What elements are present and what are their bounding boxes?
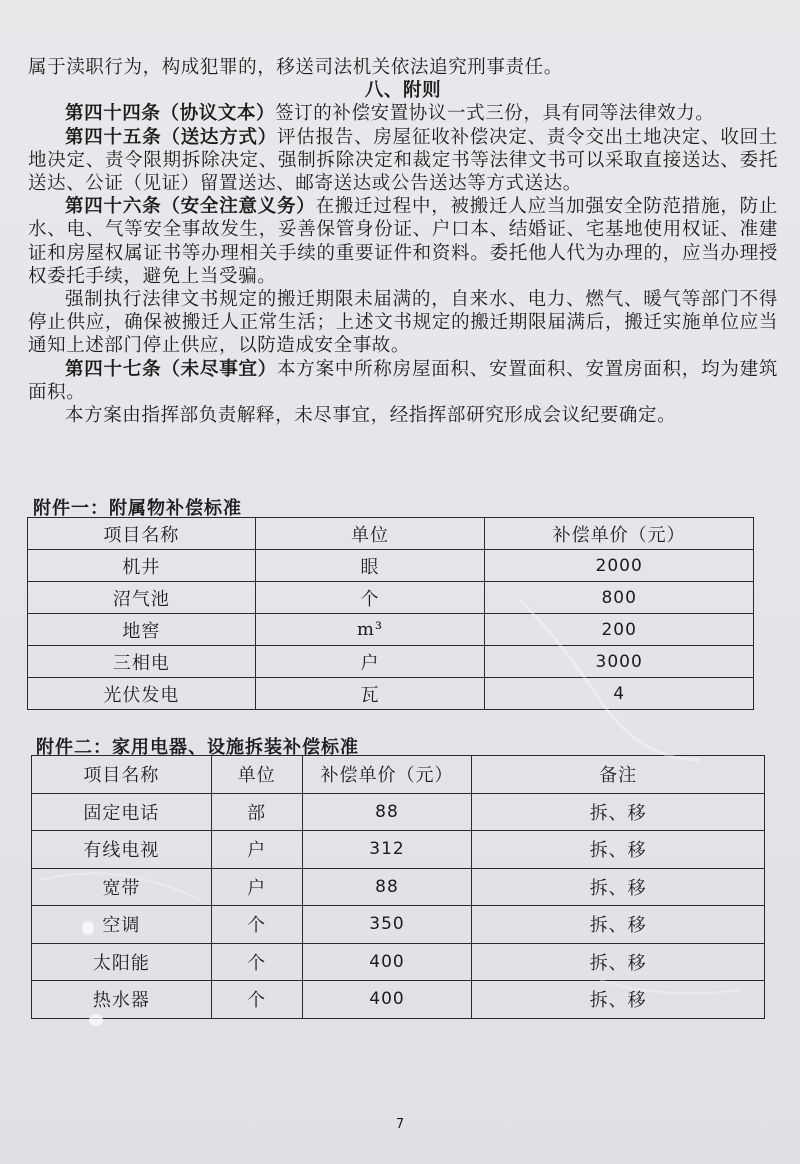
item-name: 有线电视 (32, 831, 212, 869)
item-remarks: 拆、移 (472, 943, 765, 981)
item-name: 沼气池 (28, 582, 256, 614)
item-price: 400 (302, 943, 472, 981)
item-price: 312 (302, 831, 472, 869)
item-unit: 瓦 (255, 678, 485, 710)
item-price: 88 (302, 793, 472, 831)
item-unit: 户 (211, 831, 302, 869)
table-row (32, 868, 765, 906)
paragraph-forced-execution: 强制执行法律文书规定的搬迁期限未届满的，自来水、电力、燃气、暖气等部门不得停止供应，确保被搬迁人正常生活；上述文书规定的搬迁期限届满后，搬迁实施单位应当通知上述部门停止供应，以防造成安全事故。 (28, 289, 778, 357)
section-heading: 八、附则 (364, 80, 442, 102)
item-unit: 个 (255, 582, 485, 614)
item-price: 88 (302, 868, 472, 906)
item-name: 固定电话 (32, 793, 212, 831)
attachment1-table (27, 517, 754, 710)
header-remarks: 备注 (472, 756, 765, 794)
item-remarks: 拆、移 (472, 793, 765, 831)
header-unit-price: 补偿单价（元） (302, 756, 472, 794)
article-44-body: 签订的补偿安置协议一式三份，具有同等法律效力。 (275, 103, 715, 125)
article-45-heading: 第四十五条（送达方式） (65, 126, 278, 148)
article-44 (28, 102, 778, 125)
page-number: 7 (395, 1117, 405, 1132)
item-remarks: 拆、移 (472, 831, 765, 869)
item-unit: m³ (255, 614, 485, 646)
attachment2-table (31, 755, 765, 1019)
header-unit-price: 补偿单价（元） (485, 518, 754, 550)
article-47 (28, 358, 778, 404)
article-47-body: 本方案中所称房屋面积、安置面积、安置房面积，均为建筑面积。 (28, 358, 778, 403)
item-name: 热水器 (32, 981, 212, 1019)
item-unit: 个 (211, 943, 302, 981)
table-row (28, 614, 754, 646)
header-unit: 单位 (255, 518, 485, 550)
table-row (32, 793, 765, 831)
item-price: 2000 (485, 550, 754, 582)
header-unit: 单位 (211, 756, 302, 794)
header-item-name: 项目名称 (32, 756, 212, 794)
article-46 (28, 195, 778, 288)
article-45 (28, 126, 778, 196)
item-unit: 部 (211, 793, 302, 831)
table-row (28, 582, 754, 614)
attachment1-title: 附件一：附属物补偿标准 (33, 498, 242, 519)
paragraph-interpretation: 本方案由指挥部负责解释，未尽事宜，经指挥部研究形成会议纪要确定。 (65, 405, 677, 427)
table-row (28, 550, 754, 582)
item-remarks: 拆、移 (472, 981, 765, 1019)
item-name: 地窖 (28, 614, 256, 646)
item-price: 350 (302, 906, 472, 944)
regulation-text (28, 56, 778, 427)
item-price: 4 (485, 678, 754, 710)
table-row (32, 831, 765, 869)
table-row (32, 943, 765, 981)
item-remarks: 拆、移 (472, 868, 765, 906)
article-44-heading: 第四十四条（协议文本） (65, 103, 276, 125)
table-header-row (28, 518, 754, 550)
item-price: 3000 (485, 646, 754, 678)
table-row (28, 646, 754, 678)
item-name: 机井 (28, 550, 256, 582)
item-name: 光伏发电 (28, 678, 256, 710)
article-45-body: 评估报告、房屋征收补偿决定、责令交出土地决定、收回土地决定、责令限期拆除决定、强制拆除决定和裁定书等法律文书可以采取直接送达、委托送达、公证（见证）留置送达、邮寄送达或公告送达等方式送达。 (28, 126, 778, 195)
table-row (32, 981, 765, 1019)
table-row (32, 906, 765, 944)
table-header-row (32, 756, 765, 794)
item-price: 400 (302, 981, 472, 1019)
header-item-name: 项目名称 (28, 518, 256, 550)
item-name: 太阳能 (32, 943, 212, 981)
item-name: 三相电 (28, 646, 256, 678)
item-unit: 户 (255, 646, 485, 678)
article-47-heading: 第四十七条（未尽事宜） (65, 358, 278, 380)
article-46-body: 在搬迁过程中，被搬迁人应当加强安全防范措施，防止水、电、气等安全事故发生，妥善保管身份证、户口本、结婚证、宅基地使用权证、准建证和房屋权属证书等办理相关手续的重要证件和资料。委托他人代为办理的，应当办理授权委托手续，避免上当受骗。 (28, 196, 778, 287)
item-name: 宽带 (32, 868, 212, 906)
item-remarks: 拆、移 (472, 906, 765, 944)
attachment2-title: 附件二：家用电器、设施拆装补偿标准 (36, 737, 359, 758)
item-unit: 眼 (255, 550, 485, 582)
table-row (28, 678, 754, 710)
item-name: 空调 (32, 906, 212, 944)
item-price: 200 (485, 614, 754, 646)
item-unit: 户 (211, 868, 302, 906)
item-price: 800 (485, 582, 754, 614)
item-unit: 个 (211, 981, 302, 1019)
paragraph-dereliction: 属于渎职行为，构成犯罪的，移送司法机关依法追究刑事责任。 (28, 57, 563, 78)
article-46-heading: 第四十六条（安全注意义务） (65, 196, 316, 218)
item-unit: 个 (211, 906, 302, 944)
